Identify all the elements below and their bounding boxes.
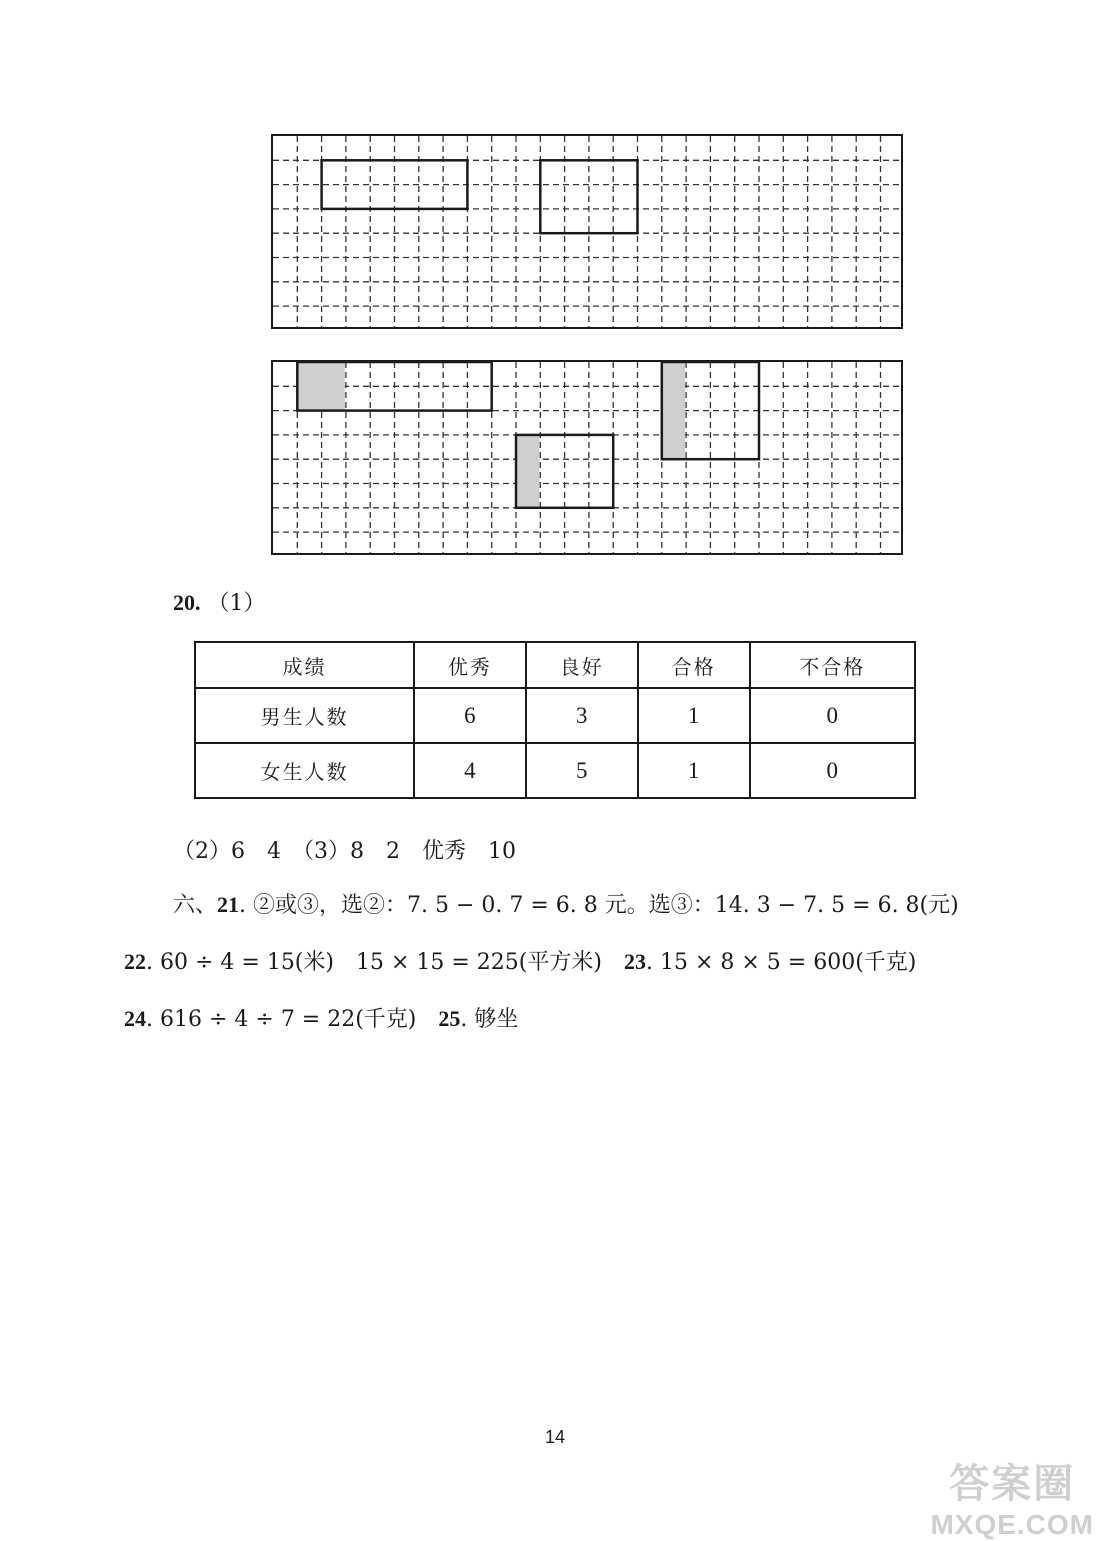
answer-line-1: （2）6 4 （3）8 2 优秀 10: [173, 839, 516, 864]
table-row: [195, 743, 915, 798]
question-22-number: 22: [124, 949, 146, 974]
table-row: [195, 688, 915, 743]
question-25-text: . 够坐: [460, 1007, 519, 1032]
shaded-region: [517, 436, 539, 507]
table-header-cell: 不合格: [750, 642, 915, 688]
section-six-prefix: 六、: [173, 893, 218, 918]
shaded-region: [298, 363, 345, 410]
table-cell: 3: [526, 688, 638, 743]
answer-line-2: [173, 888, 959, 919]
table-header-cell: 成绩: [195, 642, 414, 688]
table-header-cell: 合格: [638, 642, 750, 688]
table-cell: 1: [638, 688, 750, 743]
table-cell: 4: [414, 743, 526, 798]
shaded-region: [663, 363, 685, 458]
question-21-text: . ②或③，选②：7. 5 − 0. 7 = 6. 8 元。选③：14. 3 − 7. 5 = 6. 8(元): [239, 893, 959, 918]
table-header-cell: 优秀: [414, 642, 526, 688]
question-20-sub1: （1）: [207, 591, 266, 616]
watermark-top: 答案圈: [949, 1462, 1076, 1506]
question-23-number: 23: [623, 949, 646, 974]
table-header-row: [195, 642, 915, 688]
table-cell: 0: [750, 688, 915, 743]
grid-figure-1-canvas: [273, 136, 903, 329]
table-cell: 6: [414, 688, 526, 743]
question-25-number: 25: [438, 1006, 461, 1031]
table-header-cell: 良好: [526, 642, 638, 688]
row-label: 男生人数: [195, 688, 414, 743]
question-21-number: 21: [217, 892, 240, 917]
question-20-number: 20: [173, 590, 195, 615]
question-20-label: 20. （1）: [173, 590, 266, 616]
row-label: 女生人数: [195, 743, 414, 798]
grid-figure-2-canvas: [273, 362, 903, 555]
table-cell: 0: [750, 743, 915, 798]
question-23-text: . 15 × 8 × 5 = 600(千克): [645, 950, 917, 975]
table-cell: 5: [526, 743, 638, 798]
watermark-logo: [930, 1452, 1094, 1541]
table-cell: 1: [638, 743, 750, 798]
question-24-text: . 616 ÷ 4 ÷ 7 = 22(千克): [146, 1007, 439, 1032]
question-24-number: 24: [124, 1006, 146, 1031]
grid-figure-1: [271, 134, 903, 329]
page-number: 14: [545, 1427, 566, 1447]
scores-table: [194, 641, 916, 799]
grid-figure-2: [271, 360, 903, 555]
question-22-text: . 60 ÷ 4 = 15(米) 15 × 15 = 225(平方米): [146, 950, 624, 975]
answer-line-4: [124, 1002, 518, 1033]
watermark-bottom: MXQE.COM: [930, 1509, 1094, 1540]
answer-line-3: [124, 945, 916, 976]
